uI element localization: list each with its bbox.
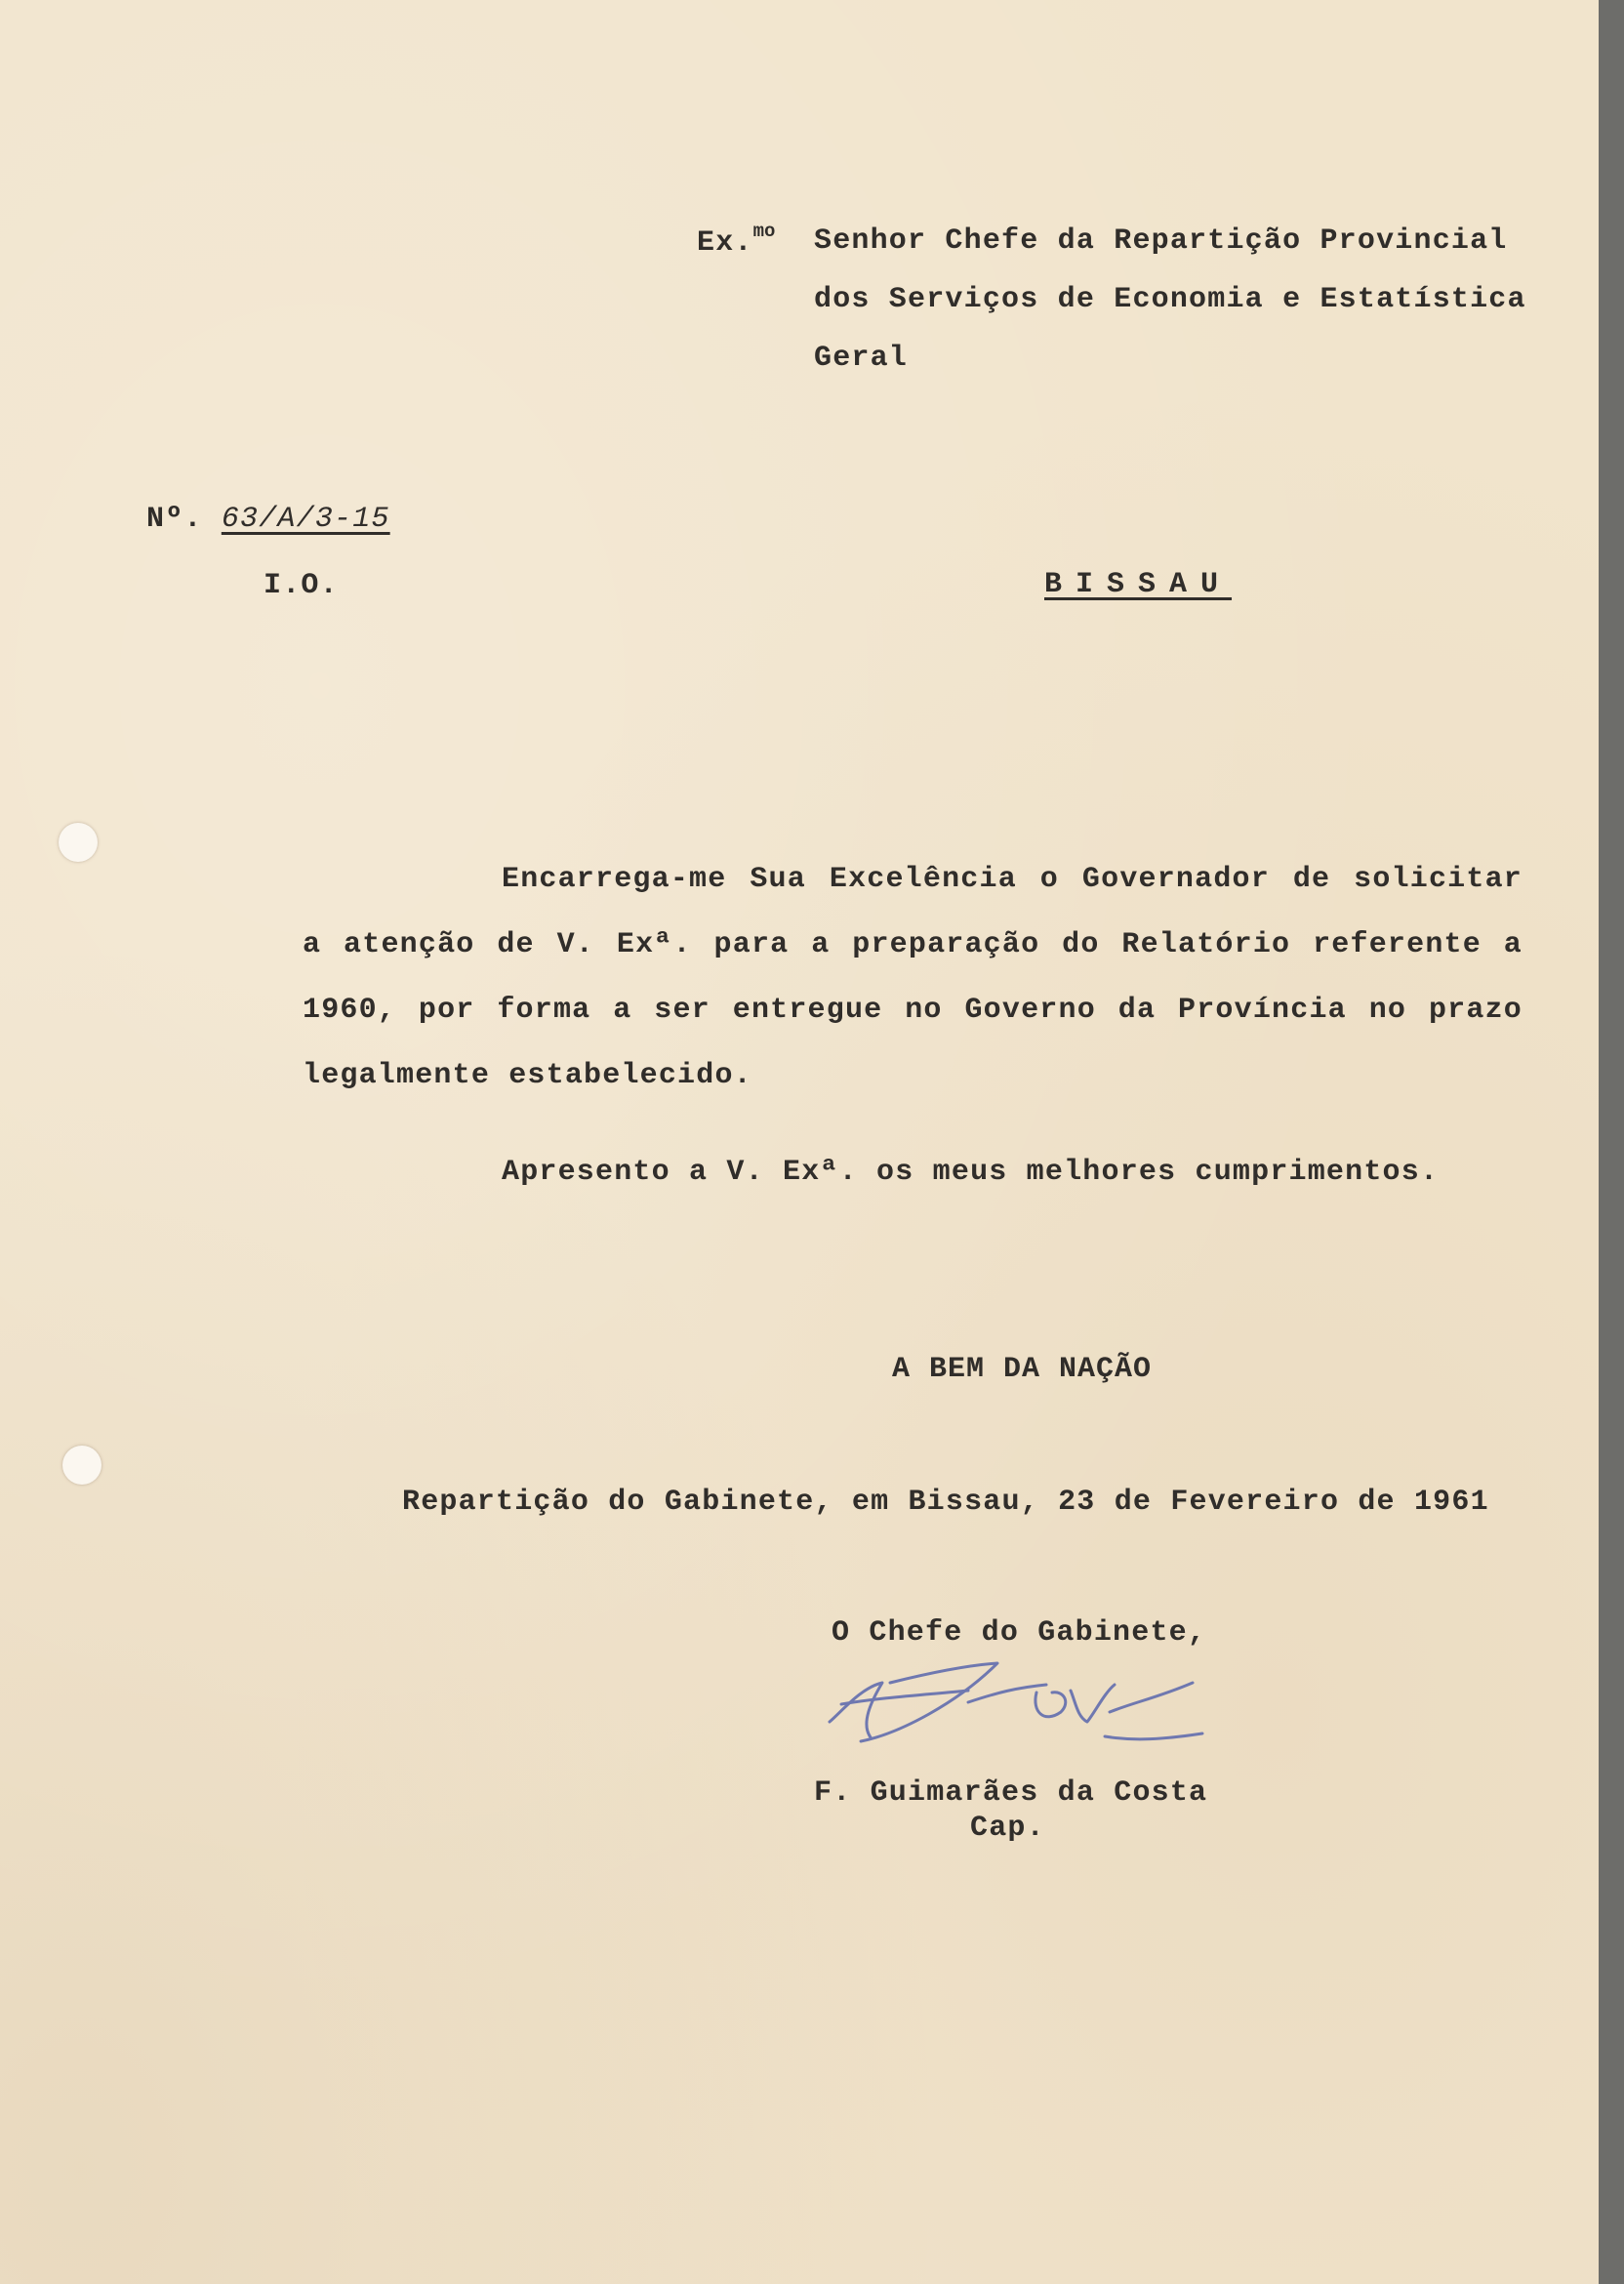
closing-place-date: Repartição do Gabinete, em Bissau, 23 de Fevereiro de 1961	[402, 1486, 1489, 1519]
addressee-line-2: dos Serviços de Economia e Estatística	[814, 283, 1526, 316]
salutation-text: Ex.	[697, 226, 753, 260]
reference-number-value: 63/A/3-15	[221, 503, 390, 536]
handwritten-signature	[822, 1644, 1212, 1751]
addressee-line-1: Senhor Chefe da Repartição Provincial	[814, 224, 1508, 258]
addressee-line-3: Geral	[814, 342, 909, 375]
signatory-name: F. Guimarães da Costa	[814, 1776, 1208, 1810]
punch-hole-top	[59, 823, 98, 862]
addressee-salutation	[697, 221, 775, 260]
body-paragraph-2: Apresento a V. Exª. os meus melhores cumprimentos.	[502, 1156, 1440, 1189]
closing-motto: A BEM DA NAÇÃO	[892, 1353, 1153, 1386]
reference-number-label: Nº.	[146, 503, 203, 536]
signatory-title: O Chefe do Gabinete,	[832, 1616, 1207, 1650]
city-heading: BISSAU	[1044, 568, 1233, 601]
reference-initials: I.O.	[264, 569, 339, 602]
punch-hole-bottom	[62, 1446, 102, 1485]
reference-number	[146, 503, 390, 536]
signatory-rank: Cap.	[970, 1812, 1045, 1845]
salutation-superscript: mo	[752, 221, 776, 242]
body-paragraph-1: Encarrega-me Sua Excelência o Governador de solicitar a atenção de V. Exª. para a preparação do Relatório referente a 1960, por forma a ser entregue no Governo da Província no prazo legalmente estabelecido.	[303, 863, 1522, 1092]
